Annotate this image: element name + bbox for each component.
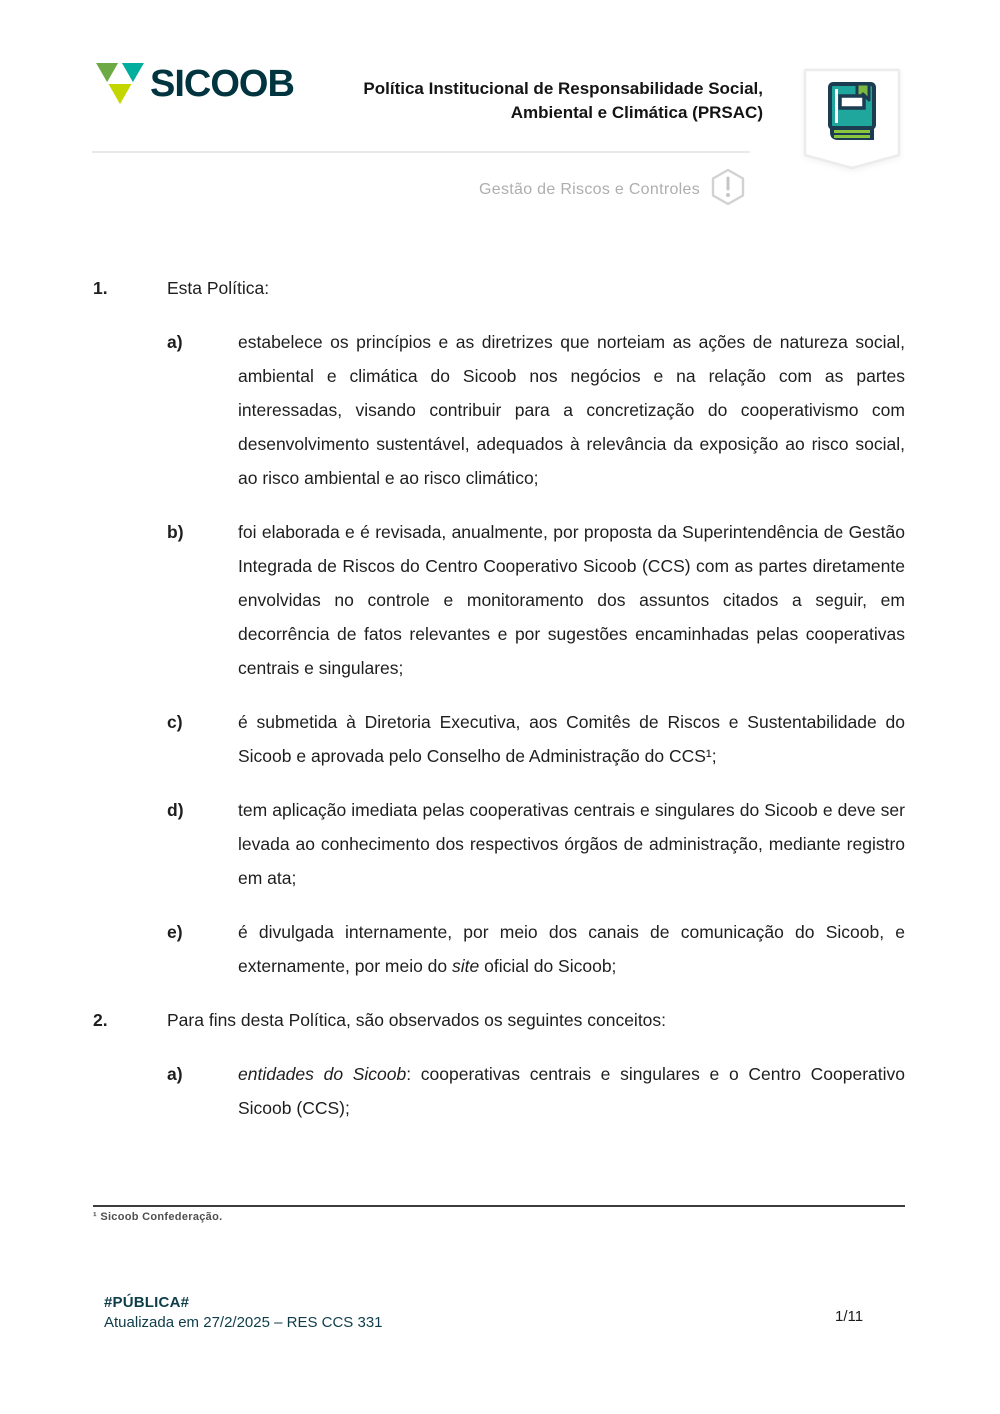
item-label: a) (167, 332, 183, 352)
document-body (93, 271, 905, 1145)
sicoob-triangle-icon (95, 62, 145, 106)
list-item (167, 793, 905, 895)
section-heading-row (93, 271, 905, 305)
document-title (363, 77, 763, 125)
item-text: estabelece os princípios e as diretrizes que norteiam as ações de natureza social, ambiental e climática do Sicoob nos negócios e na relação com as partes interessadas, visando contribuir para a concretização do cooperativismo com desenvolvimento sustentável, adequados à relevância da exposição ao risco social, ao risco ambiental e ao risco climático; (238, 332, 905, 488)
section (93, 1003, 905, 1125)
item-label: d) (167, 800, 184, 820)
list-item (167, 705, 905, 773)
list-item (167, 1057, 905, 1125)
section-heading-row (93, 1003, 905, 1037)
list-item (167, 915, 905, 983)
page-number: 1/11 (835, 1308, 864, 1325)
book-icon (803, 68, 901, 171)
item-text: tem aplicação imediata pelas cooperativas centrais e singulares do Sicoob e deve ser levada ao conhecimento dos respectivos órgãos de administração, mediante registro em ata; (238, 800, 905, 888)
section-number: 2. (93, 1010, 108, 1030)
item-label: c) (167, 712, 183, 732)
footnote-divider (93, 1205, 905, 1207)
revision-label: Atualizada em 27/2/2025 – RES CCS 331 (104, 1314, 383, 1331)
sicoob-logo (95, 62, 294, 106)
alert-hexagon-icon (710, 168, 746, 211)
classification-label: #PÚBLICA# (104, 1294, 190, 1311)
item-label: b) (167, 522, 184, 542)
department-row (479, 168, 746, 211)
section-heading: Para fins desta Política, são observados os seguintes conceitos: (167, 1010, 667, 1030)
item-text: foi elaborada e é revisada, anualmente, por proposta da Superintendência de Gestão Integrada de Riscos do Centro Cooperativo Sicoob (CCS) com as partes diretamente envolvidas no controle e monitoramento dos assuntos citados a seguir, em decorrência de fatos relevantes e por sugestões encaminhadas pelas cooperativas centrais e singulares; (238, 522, 905, 678)
section-number: 1. (93, 278, 108, 298)
section-heading: Esta Política: (167, 278, 270, 298)
footnote-text: ¹ Sicoob Confederação. (93, 1211, 223, 1223)
item-label: a) (167, 1064, 183, 1084)
item-text: entidades do Sicoob: cooperativas centrais e singulares e o Centro Cooperativo Sicoob (CCS); (238, 1064, 905, 1118)
document-title-line2: Ambiental e Climática (PRSAC) (510, 103, 763, 122)
document-title-line1: Política Institucional de Responsabilidade Social, (363, 79, 763, 98)
item-label: e) (167, 922, 183, 942)
list-item (167, 515, 905, 685)
book-badge (803, 68, 901, 176)
sicoob-wordmark: SICOOB (150, 63, 294, 105)
section (93, 271, 905, 983)
header-divider (92, 151, 750, 153)
item-text: é divulgada internamente, por meio dos canais de comunicação do Sicoob, e externamente, por meio do site oficial do Sicoob; (238, 922, 905, 976)
department-label: Gestão de Riscos e Controles (479, 180, 700, 198)
list-item (167, 325, 905, 495)
item-text: é submetida à Diretoria Executiva, aos Comitês de Riscos e Sustentabilidade do Sicoob e aprovada pelo Conselho de Administração do CCS¹; (238, 712, 905, 766)
